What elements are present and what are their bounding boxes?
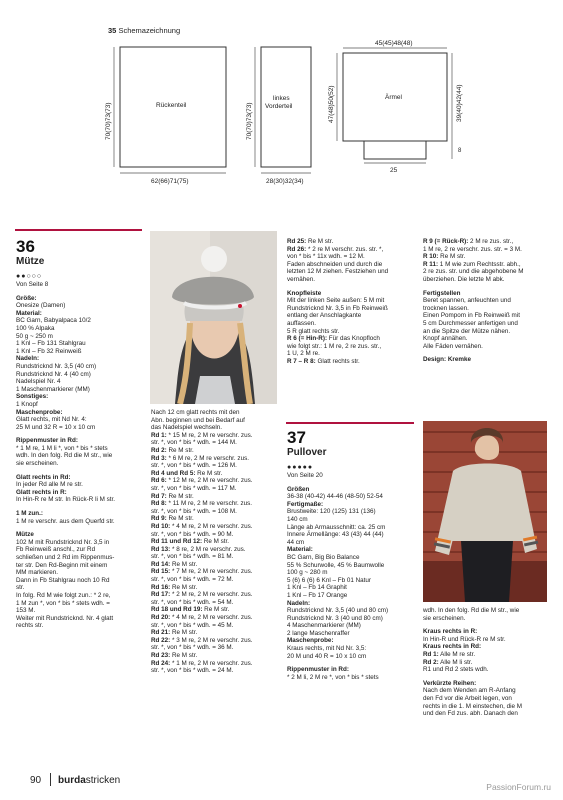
sleeve-cuff-height: 8 (458, 148, 462, 154)
text-line: Maschenprobe: (16, 408, 63, 416)
col-4-lower-text (423, 607, 553, 718)
text-line: Rd 11 und Rd 12: Re M str. (151, 538, 230, 546)
text-line: 1 Knl – Fb 14 Graphit (287, 584, 347, 592)
section-37-number: 37 (287, 428, 306, 447)
text-line: Material: (287, 546, 313, 554)
text-line: * 1 M re, 1 M li *, von * bis * stets (16, 444, 108, 452)
text-line: R 7 – R 8: Glatt rechts str. (287, 357, 360, 365)
text-line: Knopfleiste (287, 289, 322, 297)
col-2-text (151, 409, 286, 675)
text-line: BC Garn, Big Bio Balance (287, 553, 360, 561)
text-line: Onesize (Damen) (16, 302, 66, 310)
text-line: str. *, von * bis * wdh. = 144 M. (151, 439, 237, 447)
text-line: Rd 4 und Rd 5: Re M str. (151, 469, 223, 477)
text-line: Sonstiges: (16, 393, 49, 401)
text-line: Kraus rechts in Rd: (423, 643, 482, 651)
section-36-rule (15, 229, 142, 231)
text-line: auffassen. (287, 319, 316, 327)
text-line: Glatt rechts in Rd: (16, 473, 71, 481)
text-line: sie erscheinen. (423, 614, 466, 622)
brand-logo: burdastricken (58, 775, 121, 786)
text-line: 55 % Schurwolle, 45 % Baumwolle (287, 561, 385, 569)
back-height: 70(70)73(73) (105, 102, 112, 140)
text-line: Größe: (16, 294, 37, 302)
text-line: Rd 6: * 12 M re, 2 M re verschr. zus. (151, 477, 253, 485)
text-line: und den Fd zus. abh. Danach den (423, 710, 518, 718)
text-line: 102 M mit Rundstricknd Nr. 3,5 in (16, 538, 110, 546)
text-line: wdh. In den folg. Rd die M str., wie (16, 452, 113, 460)
text-line: str. *, von * bis * wdh. = 81 M. (151, 553, 234, 561)
text-line: Weiter mit Rundstricknd. Nr. 4 glatt (16, 614, 114, 622)
text-line: 100 % Alpaka (16, 324, 55, 332)
text-line: 1 M re verschr. aus dem Querfd str. (16, 517, 115, 525)
text-line: 5 (6) 6 (6) 6 Knl – Fb 01 Natur (287, 576, 371, 584)
text-line: 100 g ~ 280 m (287, 569, 328, 577)
difficulty-dots: ●●○○○ (16, 273, 43, 280)
text-line: 36-38 (40-42) 44-46 (48-50) 52-54 (287, 493, 383, 501)
text-line: 25 M und 32 R = 10 x 10 cm (16, 423, 96, 431)
page-number: 90 (30, 775, 42, 786)
text-line: In folg. Rd M wie folgt zun.: * 2 re, (16, 591, 111, 599)
text-line: Glatt rechts, mit Nd Nr. 4: (16, 416, 87, 424)
text-line: Größen (287, 485, 310, 493)
text-line: Knopf annähen. (423, 335, 468, 343)
text-line: R 10: Re M str. (423, 253, 466, 261)
text-line: Rd 14: Re M str. (151, 560, 198, 568)
text-line: Mit der linken Seite außen: 5 M mit (287, 297, 385, 305)
text-line: In Hin-R und Rück-R re M str. (423, 635, 506, 643)
text-line: Rundstricknd Nr. 3,5 (40 und 80 cm) (287, 607, 389, 615)
text-line: an die Spitze der Mütze nähen. (423, 327, 511, 335)
text-line: str. *, von * bis * wdh. = 117 M. (151, 484, 237, 492)
schema-drawing (0, 0, 563, 200)
text-line: Rd 10: * 4 M re, 2 M re verschr. zus. (151, 522, 253, 530)
text-line: str. *, von * bis * wdh. = 126 M. (151, 462, 237, 470)
text-line: Rundstricknd Nr. 3,5 (40 cm) (16, 362, 97, 370)
text-line: Rundstricknd Nr. 3 (40 und 80 cm) (287, 614, 383, 622)
text-line: Rd 26: * 2 re M verschr. zus. str. *, (287, 245, 384, 253)
section-36 (16, 238, 146, 630)
text-line: Rd 15: * 7 M re, 2 M re verschr. zus. (151, 568, 253, 576)
text-line: R 11: 1 M wie zum Rechtsstr. abh., (423, 260, 521, 268)
text-line: 1 M re, 2 re verschr. zus. str. = 3 M. (423, 245, 522, 253)
text-line: Innere Ärmellänge: 43 (43) 44 (44) (287, 531, 384, 539)
text-line: str. *, von * bis * wdh. = 54 M. (151, 598, 234, 606)
text-line: ter str. Den Rd-Beginn mit einem (16, 561, 108, 569)
text-line: Mütze (16, 531, 34, 539)
text-line: sie erscheinen. (16, 460, 59, 468)
text-line: Rd 16: Re M str. (151, 583, 198, 591)
text-line: Einen Pompom in Fb Reinweiß mit (423, 312, 520, 320)
text-line: Nadelspiel Nr. 4 (16, 378, 61, 386)
text-line: Maschenprobe: (287, 637, 334, 645)
text-line: Nach dem Wenden am R-Anfang (423, 687, 516, 695)
text-line: 1 Maschenmarkierer (MM) (16, 385, 90, 393)
back-width: 62(66)71(75) (151, 178, 189, 185)
sleeve-label: Ärmel (385, 94, 402, 101)
text-line: Design: Kremke (423, 356, 471, 364)
text-line: 50 g ~ 250 m (16, 332, 53, 340)
front-width: 28(30)32(34) (266, 178, 304, 185)
col-3-text (287, 238, 415, 366)
sleeve-cuff (364, 141, 426, 159)
text-line: überziehen. Die letzte M abk. (423, 275, 505, 283)
text-line: R 9 (= Rück-R): 2 M re zus. str., (423, 238, 514, 245)
text-line: Rd 22: * 3 M re, 2 M re verschr. zus. (151, 636, 253, 644)
text-line: 44 cm (287, 538, 305, 546)
sleeve-right: 39(40)42(44) (456, 84, 463, 122)
text-line: Rd 23: Re M str. (151, 652, 198, 659)
text-line: BC Garn, Babyalpaca 10/2 (16, 317, 91, 325)
beret-photo (150, 231, 277, 404)
text-line: 1 M zun.: (16, 510, 43, 518)
text-line: Verkürzte Reihen: (423, 679, 477, 687)
sleeve-left: 47(48)50(52) (328, 85, 335, 123)
text-line: Kraus rechts, mit Nd Nr. 3,5: (287, 645, 367, 653)
text-line: Rd 7: Re M str. (151, 492, 194, 500)
text-line: Dann in Fb Stahlgrau noch 10 Rd (16, 576, 110, 584)
footer-separator (50, 773, 51, 786)
text-line: 2 lange Maschenraffer (287, 629, 350, 637)
text-line: Nadeln: (16, 355, 40, 363)
text-line: rechts in die 1. M einstechen, die M (423, 702, 523, 710)
text-line: Rippenmuster in Rd: (16, 437, 78, 445)
text-line: Rippenmuster in Rd: (287, 666, 349, 674)
section-37 (287, 429, 417, 681)
text-line: Kraus rechts in R: (423, 628, 478, 636)
text-line: Rd 9: Re M str. (151, 515, 194, 523)
text-line: letzten 12 M ziehen. Festziehen und (287, 268, 389, 276)
section-36-number: 36 (16, 237, 35, 256)
text-line: Abn. beginnen und bei Bedarf auf (151, 416, 245, 424)
front-height: 70(70)73(73) (246, 102, 253, 140)
text-line: Rd 18 und Rd 19: Re M str. (151, 606, 230, 614)
text-line: rechts str. (16, 622, 44, 630)
text-line: R1 und Rd 2 stets wdh. (423, 666, 489, 674)
schema-title: 35 Schemazeichnung (108, 26, 181, 35)
text-line: Fertigstellen (423, 289, 461, 297)
text-line: wie folgt str.: 1 M re, 2 re zus. str., (287, 342, 382, 350)
section-36-title: Mütze (16, 256, 45, 267)
text-line: In Hin-R re M str. In Rück-R li M str. (16, 496, 116, 504)
text-line: Rd 3: * 6 M re, 2 M re verschr. zus. (151, 454, 249, 462)
text-line: str. *, von * bis * wdh. = 108 M. (151, 507, 237, 515)
text-line: Rd 25: Re M str. (287, 238, 334, 245)
text-line: wdh. In den folg. Rd die M str., wie (423, 607, 520, 614)
text-line: schließen und 2 Rd im Rippenmus- (16, 554, 115, 561)
text-line: Material: (16, 309, 42, 317)
pullover-photo (423, 421, 547, 602)
section-37-title: Pullover (287, 447, 327, 458)
col-4-text (423, 238, 553, 364)
section-37-rule (286, 422, 414, 424)
text-line: von * bis * 11x wdh. = 12 M. (287, 253, 365, 261)
text-line: In jeder Rd alle M re str. (16, 481, 83, 489)
text-line: str. *, von * bis * wdh. = 45 M. (151, 621, 234, 629)
text-line: Nach 12 cm glatt rechts mit den (151, 409, 240, 416)
text-line: Rd 2: Re M str. (151, 446, 194, 454)
text-line: das Nadelspiel wechseln. (151, 424, 223, 432)
text-line: Länge ab Armausschnitt: ca. 25 cm (287, 523, 386, 531)
text-line: str. (16, 584, 25, 592)
text-line: Rd 21: Re M str. (151, 629, 198, 637)
text-line: str. *, von * bis * wdh. = 90 M. (151, 530, 234, 538)
text-line: Fb Reinweiß anschl., zur Rd (16, 546, 96, 554)
sleeve-cuff-width: 25 (390, 167, 398, 174)
text-line: 1 Knl – Fb 131 Stahlgrau (16, 340, 86, 348)
text-line: Rundstricknd Nr. 4 (40 cm) (16, 370, 91, 378)
text-line: * 2 M li, 2 M re *, von * bis * stets (287, 673, 379, 681)
text-line: Rd 24: * 1 M re, 2 M re verschr. zus. (151, 659, 253, 667)
text-line: 2 re zus. str. und die abgehobene M (423, 268, 524, 276)
text-line: Faden abschneiden und durch die (287, 260, 383, 268)
from-page-37: Von Seite 20 (287, 472, 323, 479)
text-line: 1 Knl – Fb 32 Reinweiß (16, 347, 82, 355)
text-line: Alle Fäden vernähen. (423, 342, 483, 350)
text-line: Rd 2: Alle M li str. (423, 658, 473, 666)
text-line: str. *, von * bis * wdh. = 72 M. (151, 576, 234, 584)
text-line: 1 Knl – Fb 17 Orange (287, 591, 348, 599)
text-line: Rd 1: Alle M re str. (423, 650, 476, 658)
text-line: Rd 1: * 15 M re, 2 M re verschr. zus. (151, 431, 253, 439)
text-line: 140 cm (287, 515, 308, 523)
text-line: 1 M zun *, von * bis * stets wdh. = (16, 599, 110, 607)
text-line: 5 cm Durchmesser anfertigen und (423, 319, 518, 327)
text-line: 153 M. (16, 607, 36, 615)
text-line: Rd 17: * 2 M re, 2 M re verschr. zus. (151, 591, 253, 599)
text-line: Fertigmaße: (287, 500, 324, 508)
text-line: trocknen lassen. (423, 304, 469, 312)
text-line: 5 R glatt rechts str. (287, 327, 340, 335)
text-line: 20 M und 40 R = 10 x 10 cm (287, 652, 367, 660)
text-line: den Fd vor die Arbeit legen, von (423, 694, 512, 702)
text-line: str. *, von * bis * wdh. = 24 M. (151, 667, 234, 675)
text-line: Beret spannen, anfeuchten und (423, 297, 511, 305)
text-line: 1 Knopf (16, 400, 38, 408)
back-label: Rückenteil (156, 102, 187, 109)
text-line: Rd 20: * 4 M re, 2 M re verschr. zus. (151, 614, 253, 622)
text-line: Rundstricknd Nr. 3,5 in Fb Reinweiß (287, 304, 388, 312)
text-line: str. *, von * bis * wdh. = 36 M. (151, 644, 234, 652)
text-line: Rd 8: * 11 M re, 2 M re verschr. zus. (151, 500, 253, 508)
text-line: Glatt rechts in R: (16, 488, 67, 496)
text-line: vernähen. (287, 275, 316, 283)
text-line: Brustweite: 120 (125) 131 (136) (287, 508, 376, 516)
watermark: PassionForum.ru (486, 782, 551, 792)
text-line: 4 Maschenmarkierer (MM) (287, 622, 361, 630)
from-page: Von Seite 8 (16, 281, 49, 288)
text-line: 1 U, 2 M re. (287, 350, 320, 358)
difficulty-dots-37: ●●●●● (287, 464, 314, 471)
text-line: R 6 (= Hin-R): Für das Knopfloch (287, 335, 380, 343)
text-line: Rd 13: * 8 re, 2 M re verschr. zus. (151, 545, 246, 553)
front-label-2: Vorderteil (265, 103, 293, 110)
text-line: MM markieren. (16, 569, 58, 577)
text-line: entlang der Anschlagkante (287, 312, 362, 320)
text-line: Nadeln: (287, 599, 311, 607)
front-label-1: linkes (273, 95, 290, 102)
sleeve-top: 45(45)48(48) (375, 40, 413, 47)
